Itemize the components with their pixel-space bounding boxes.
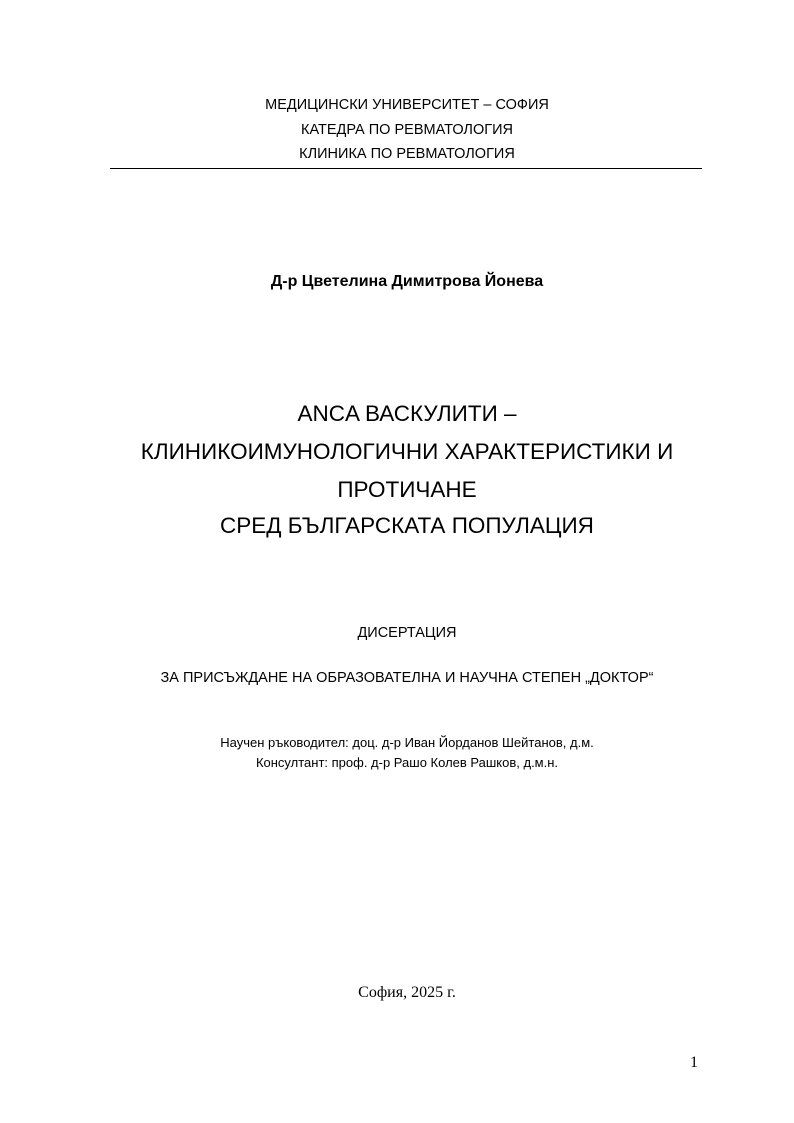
author-name: Д-р Цветелина Димитрова Йонева [270, 273, 544, 290]
university-name: МЕДИЦИНСКИ УНИВЕРСИТЕТ – СОФИЯ [265, 97, 549, 113]
supervisor-line: Научен ръководител: доц. д-р Иван Йорданов Шейтанов, д.м. [220, 735, 594, 750]
department-name: КАТЕДРА ПО РЕВМАТОЛОГИЯ [301, 122, 513, 138]
document-type: ДИСЕРТАЦИЯ [357, 625, 457, 641]
header-divider [110, 168, 702, 169]
title-line-2: КЛИНИКОИМУНОЛОГИЧНИ ХАРАКТЕРИСТИКИ И [140, 439, 674, 464]
consultant-line: Консултант: проф. д-р Рашо Колев Рашков, д.м.н. [255, 755, 559, 770]
title-line-1: ANCA ВАСКУЛИТИ – [297, 401, 517, 426]
place-and-date: София, 2025 г. [358, 984, 456, 1001]
degree-statement: ЗА ПРИСЪЖДАНЕ НА ОБРАЗОВАТЕЛНА И НАУЧНА СТЕПЕН „ДОКТОР“ [160, 670, 654, 686]
title-line-3: ПРОТИЧАНЕ [337, 477, 477, 502]
page-number: 1 [690, 1054, 698, 1071]
title-line-4: СРЕД БЪЛГАРСКАТА ПОПУЛАЦИЯ [220, 513, 594, 538]
clinic-name: КЛИНИКА ПО РЕВМАТОЛОГИЯ [299, 146, 515, 162]
